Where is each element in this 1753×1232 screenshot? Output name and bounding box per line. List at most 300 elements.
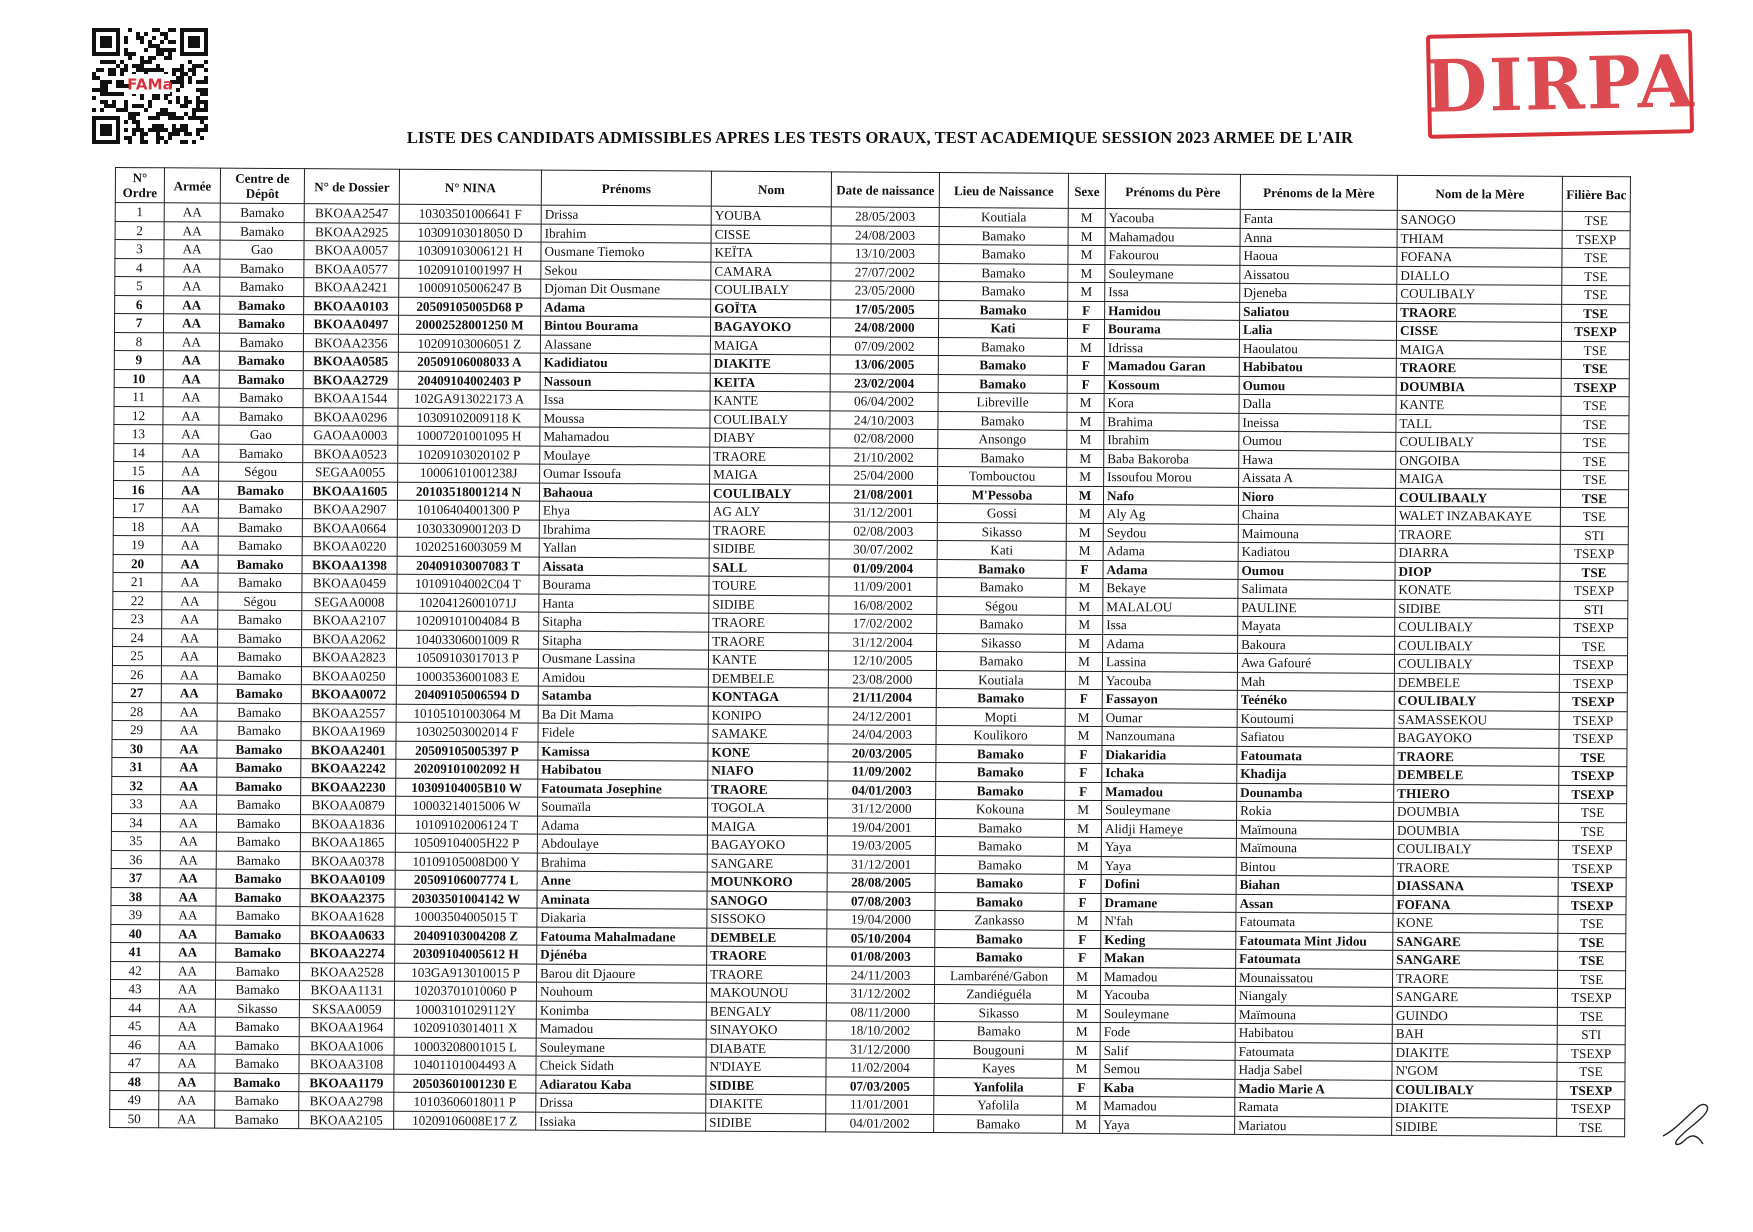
first-names-cell: Nouhoum <box>536 982 706 1002</box>
birth-place-cell: Bamako <box>936 781 1065 800</box>
file-number-cell: BKOAA0523 <box>303 444 398 463</box>
signature-mark <box>1655 1100 1715 1150</box>
deposit-center-cell: Bamako <box>218 555 302 574</box>
mother-last-name-cell: COULIBALY <box>1393 839 1558 859</box>
birth-place-cell: Bamako <box>934 1114 1063 1133</box>
order-number-cell: 26 <box>112 665 161 684</box>
nina-number-cell: 20509106008033 A <box>398 352 540 371</box>
mother-last-name-cell: TRAORE <box>1393 858 1558 878</box>
birth-date-cell: 01/08/2003 <box>827 947 935 966</box>
file-number-cell: BKOAA0109 <box>300 870 395 889</box>
father-first-names-cell: Kora <box>1104 394 1239 413</box>
birth-place-cell: Sikasso <box>934 1003 1063 1022</box>
first-names-cell: Amidou <box>538 668 708 688</box>
column-header: N° NINA <box>399 169 541 205</box>
deposit-center-cell: Bamako <box>215 1054 299 1073</box>
last-name-cell: SALL <box>709 558 829 577</box>
sex-cell: F <box>1065 689 1102 708</box>
bac-track-cell: TSE <box>1558 822 1626 841</box>
army-cell: AA <box>162 554 218 573</box>
mother-last-name-cell: SANGARE <box>1392 987 1557 1007</box>
deposit-center-cell: Sikasso <box>215 999 299 1018</box>
deposit-center-cell: Bamako <box>215 980 299 999</box>
mother-last-name-cell: GUINDO <box>1392 1006 1557 1026</box>
birth-place-cell: Bamako <box>939 282 1068 301</box>
first-names-cell: Moulaye <box>540 446 710 466</box>
birth-date-cell: 04/01/2002 <box>826 1113 934 1132</box>
birth-place-cell: Bamako <box>937 578 1066 597</box>
birth-date-cell: 23/05/2000 <box>831 281 939 300</box>
sex-cell: M <box>1064 856 1101 875</box>
bac-track-cell: TSE <box>1562 248 1630 267</box>
bac-track-cell: TSE <box>1558 914 1626 933</box>
father-first-names-cell: Mamadou <box>1101 967 1236 986</box>
sex-cell: M <box>1066 578 1103 597</box>
army-cell: AA <box>160 832 216 851</box>
deposit-center-cell: Bamako <box>216 888 300 907</box>
file-number-cell: BKOAA2062 <box>302 629 397 648</box>
file-number-cell: BKOAA2401 <box>301 740 396 759</box>
file-number-cell: BKOAA1179 <box>299 1073 394 1092</box>
bac-track-cell: TSEXP <box>1557 988 1625 1007</box>
army-cell: AA <box>160 813 216 832</box>
order-number-cell: 39 <box>111 905 160 924</box>
deposit-center-cell: Bamako <box>219 444 303 463</box>
mother-first-names-cell: Khadija <box>1237 764 1394 783</box>
file-number-cell: BKOAA2729 <box>303 370 398 389</box>
mother-first-names-cell: Rokia <box>1237 801 1394 820</box>
deposit-center-cell: Bamako <box>218 573 302 592</box>
mother-first-names-cell: Safiatou <box>1237 727 1394 746</box>
father-first-names-cell: Dofini <box>1101 875 1236 894</box>
nina-number-cell: 10309102009118 K <box>398 408 540 427</box>
army-cell: AA <box>163 351 219 370</box>
bac-track-cell: TSEXP <box>1561 378 1629 397</box>
birth-place-cell: Bamako <box>936 744 1065 763</box>
sex-cell: M <box>1065 671 1102 690</box>
birth-date-cell: 13/06/2005 <box>830 355 938 374</box>
birth-place-cell: Sikasso <box>937 633 1066 652</box>
order-number-cell: 28 <box>112 702 161 721</box>
deposit-center-cell: Bamako <box>216 814 300 833</box>
last-name-cell: KEITA <box>710 373 830 392</box>
father-first-names-cell: Mamadou Garan <box>1104 357 1239 376</box>
sex-cell: M <box>1066 486 1103 505</box>
deposit-center-cell: Bamako <box>218 518 302 537</box>
nina-number-cell: 10309103018050 D <box>399 223 541 242</box>
order-number-cell: 10 <box>114 369 163 388</box>
deposit-center-cell: Gao <box>219 425 303 444</box>
first-names-cell: Habibatou <box>538 760 708 780</box>
mother-last-name-cell: TRAORE <box>1397 303 1562 323</box>
bac-track-cell: TSEXP <box>1557 1081 1625 1100</box>
army-cell: AA <box>164 258 220 277</box>
army-cell: AA <box>162 573 218 592</box>
deposit-center-cell: Bamako <box>218 629 302 648</box>
deposit-center-cell: Bamako <box>215 1091 299 1110</box>
birth-place-cell: Bamako <box>937 559 1066 578</box>
sex-cell: M <box>1067 467 1104 486</box>
bac-track-cell: TSE <box>1561 452 1629 471</box>
bac-track-cell: TSE <box>1561 359 1629 378</box>
file-number-cell: BKOAA1544 <box>303 389 398 408</box>
father-first-names-cell: Baba Bakoroba <box>1104 449 1239 468</box>
order-number-cell: 15 <box>114 461 163 480</box>
mother-last-name-cell: COULIBALY <box>1395 636 1560 656</box>
deposit-center-cell: Bamako <box>216 869 300 888</box>
nina-number-cell: 10003101029112Y <box>394 1000 536 1019</box>
order-number-cell: 30 <box>112 739 161 758</box>
mother-first-names-cell: Oumou <box>1238 561 1395 580</box>
deposit-center-cell: Bamako <box>219 407 303 426</box>
bac-track-cell: TSEXP <box>1559 711 1627 730</box>
sex-cell: F <box>1067 356 1104 375</box>
birth-date-cell: 31/12/2000 <box>828 799 936 818</box>
mother-last-name-cell: MAIGA <box>1396 340 1561 360</box>
father-first-names-cell: Seydou <box>1103 523 1238 542</box>
bac-track-cell: TSEXP <box>1558 896 1626 915</box>
last-name-cell: BAGAYOKO <box>707 835 827 854</box>
bac-track-cell: TSE <box>1557 1007 1625 1026</box>
last-name-cell: KANTE <box>708 650 828 669</box>
column-header: Nom <box>711 171 831 207</box>
mother-first-names-cell: Fatoumata Mint Jidou <box>1236 931 1393 950</box>
birth-place-cell: Koutiala <box>939 208 1068 227</box>
sex-cell: M <box>1068 264 1105 283</box>
order-number-cell: 34 <box>111 813 160 832</box>
father-first-names-cell: Souleymane <box>1102 801 1237 820</box>
birth-date-cell: 17/05/2005 <box>831 299 939 318</box>
father-first-names-cell: Semou <box>1100 1060 1235 1079</box>
army-cell: AA <box>162 610 218 629</box>
mother-last-name-cell: N'GOM <box>1392 1061 1557 1081</box>
birth-date-cell: 28/08/2005 <box>827 873 935 892</box>
nina-number-cell: 10105101003064 M <box>396 704 538 723</box>
page-title: LISTE DES CANDIDATS ADMISSIBLES APRES LES TESTS ORAUX, TEST ACADEMIQUE SESSION 2023 ARMEE DE L'AIR <box>406 128 1354 147</box>
father-first-names-cell: Yacouba <box>1100 986 1235 1005</box>
mother-last-name-cell: THIAM <box>1397 229 1562 249</box>
last-name-cell: COULIBALY <box>711 280 831 299</box>
bac-track-cell: TSEXP <box>1559 766 1627 785</box>
first-names-cell: Adiaratou Kaba <box>536 1075 706 1095</box>
order-number-cell: 16 <box>113 480 162 499</box>
birth-date-cell: 24/04/2003 <box>828 725 936 744</box>
order-number-cell: 11 <box>114 387 163 406</box>
birth-date-cell: 02/08/2003 <box>829 521 937 540</box>
deposit-center-cell: Bamako <box>217 647 301 666</box>
last-name-cell: TRAORE <box>707 965 827 984</box>
column-header: Armée <box>164 168 220 203</box>
birth-place-cell: Ségou <box>937 596 1066 615</box>
army-cell: AA <box>161 721 217 740</box>
birth-place-cell: Zandiéguéla <box>934 985 1063 1004</box>
birth-date-cell: 02/08/2000 <box>830 429 938 448</box>
first-names-cell: Barou dit Djaoure <box>537 964 707 984</box>
mother-first-names-cell: Fatoumata <box>1235 1042 1392 1061</box>
nina-number-cell: 20409103007083 T <box>397 556 539 575</box>
nina-number-cell: 10009105006247 B <box>399 278 541 297</box>
file-number-cell: BKOAA1398 <box>302 555 397 574</box>
sex-cell: M <box>1063 1022 1100 1041</box>
birth-place-cell: Bamako <box>935 874 1064 893</box>
bac-track-cell: STI <box>1560 600 1628 619</box>
deposit-center-cell: Bamako <box>219 388 303 407</box>
army-cell: AA <box>163 332 219 351</box>
sex-cell: M <box>1066 541 1103 560</box>
file-number-cell: BKOAA2907 <box>302 500 397 519</box>
mother-first-names-cell: Aissata A <box>1239 468 1396 487</box>
deposit-center-cell: Bamako <box>217 721 301 740</box>
first-names-cell: Ibrahima <box>539 520 709 540</box>
last-name-cell: COULIBALY <box>709 484 829 503</box>
mother-last-name-cell: TRAORE <box>1394 747 1559 767</box>
order-number-cell: 50 <box>110 1109 159 1128</box>
column-header: N° Ordre <box>115 168 164 203</box>
nina-number-cell: 10509103017013 P <box>396 648 538 667</box>
mother-first-names-cell: Kadiatou <box>1238 542 1395 561</box>
father-first-names-cell: Nafo <box>1103 486 1238 505</box>
first-names-cell: Drissa <box>536 1093 706 1113</box>
first-names-cell: Yallan <box>539 538 709 558</box>
first-names-cell: Moussa <box>540 409 710 429</box>
nina-number-cell: 103GA913010015 P <box>395 963 537 982</box>
last-name-cell: SANGARE <box>707 854 827 873</box>
nina-number-cell: 20509105005397 P <box>396 741 538 760</box>
last-name-cell: AG ALY <box>709 502 829 521</box>
father-first-names-cell: Brahima <box>1104 412 1239 431</box>
mother-first-names-cell: Koutoumi <box>1237 709 1394 728</box>
army-cell: AA <box>164 221 220 240</box>
nina-number-cell: 10309103006121 H <box>399 241 541 260</box>
last-name-cell: DEMBELE <box>707 928 827 947</box>
mother-last-name-cell: COULIBALY <box>1397 284 1562 304</box>
sex-cell: M <box>1063 1041 1100 1060</box>
birth-date-cell: 01/09/2004 <box>829 558 937 577</box>
father-first-names-cell: Fassayon <box>1102 690 1237 709</box>
mother-last-name-cell: COULIBALY <box>1395 617 1560 637</box>
father-first-names-cell: Nanzoumana <box>1102 727 1237 746</box>
sex-cell: M <box>1068 282 1105 301</box>
first-names-cell: Fatouma Mahalmadane <box>537 927 707 947</box>
deposit-center-cell: Bamako <box>217 795 301 814</box>
birth-place-cell: Bamako <box>938 448 1067 467</box>
column-header: Prénoms de la Mère <box>1240 174 1397 210</box>
deposit-center-cell: Bamako <box>216 851 300 870</box>
file-number-cell: BKOAA2798 <box>299 1092 394 1111</box>
mother-first-names-cell: Hawa <box>1239 450 1396 469</box>
mother-last-name-cell: DIOP <box>1395 562 1560 582</box>
bac-track-cell: TSEXP <box>1557 1099 1625 1118</box>
mother-last-name-cell: COULIBALY <box>1394 691 1559 711</box>
sex-cell: M <box>1068 227 1105 246</box>
order-number-cell: 19 <box>113 535 162 554</box>
nina-number-cell: 10003208001015 L <box>394 1037 536 1056</box>
file-number-cell: BKOAA0459 <box>302 574 397 593</box>
last-name-cell: DIAKITE <box>710 354 830 373</box>
father-first-names-cell: Adama <box>1103 634 1238 653</box>
sex-cell: M <box>1063 1096 1100 1115</box>
deposit-center-cell: Bamako <box>219 370 303 389</box>
file-number-cell: SEGAA0008 <box>302 592 397 611</box>
nina-number-cell: 10509104005H22 P <box>395 833 537 852</box>
mother-first-names-cell: Assan <box>1236 894 1393 913</box>
bac-track-cell: TSEXP <box>1558 877 1626 896</box>
last-name-cell: BAGAYOKO <box>710 317 830 336</box>
bac-track-cell: TSE <box>1557 1118 1625 1137</box>
army-cell: AA <box>159 1017 215 1036</box>
bac-track-cell: TSEXP <box>1557 1044 1625 1063</box>
mother-last-name-cell: TRAORE <box>1396 358 1561 378</box>
mother-first-names-cell: Madio Marie A <box>1235 1079 1392 1098</box>
order-number-cell: 47 <box>110 1053 159 1072</box>
file-number-cell: BKOAA2823 <box>301 648 396 667</box>
first-names-cell: Djénéba <box>537 945 707 965</box>
sex-cell: M <box>1063 1059 1100 1078</box>
deposit-center-cell: Bamako <box>217 740 301 759</box>
nina-number-cell: 10209103014011 X <box>394 1018 536 1037</box>
bac-track-cell: TSEXP <box>1560 544 1628 563</box>
file-number-cell: BKOAA1964 <box>299 1018 394 1037</box>
mother-last-name-cell: WALET INZABAKAYE <box>1395 506 1560 526</box>
order-number-cell: 7 <box>114 314 163 333</box>
mother-last-name-cell: DOUMBIA <box>1393 821 1558 841</box>
birth-date-cell: 06/04/2002 <box>830 392 938 411</box>
mother-first-names-cell: Oumou <box>1239 431 1396 450</box>
birth-place-cell: Zankasso <box>935 911 1064 930</box>
birth-date-cell: 27/07/2002 <box>831 262 939 281</box>
deposit-center-cell: Bamako <box>217 666 301 685</box>
order-number-cell: 41 <box>111 942 160 961</box>
mother-first-names-cell: Salimata <box>1238 579 1395 598</box>
birth-date-cell: 05/10/2004 <box>827 928 935 947</box>
bac-track-cell: TSE <box>1562 211 1630 230</box>
birth-place-cell: Bamako <box>939 263 1068 282</box>
sex-cell: M <box>1065 726 1102 745</box>
file-number-cell: BKOAA3108 <box>299 1055 394 1074</box>
father-first-names-cell: Yaya <box>1100 1115 1235 1134</box>
sex-cell: M <box>1066 634 1103 653</box>
sex-cell: M <box>1065 708 1102 727</box>
army-cell: AA <box>159 1054 215 1073</box>
father-first-names-cell: Yacouba <box>1105 209 1240 228</box>
birth-date-cell: 11/02/2004 <box>826 1058 934 1077</box>
mother-first-names-cell: Dounamba <box>1237 783 1394 802</box>
sex-cell: M <box>1067 338 1104 357</box>
file-number-cell: BKOAA2356 <box>303 333 398 352</box>
first-names-cell: Aissata <box>539 557 709 577</box>
father-first-names-cell: Adama <box>1103 542 1238 561</box>
army-cell: AA <box>163 443 219 462</box>
bac-track-cell: TSEXP <box>1561 322 1629 341</box>
mother-first-names-cell: Maimouna <box>1238 524 1395 543</box>
birth-place-cell: Ansongo <box>938 430 1067 449</box>
deposit-center-cell: Bamako <box>220 277 304 296</box>
last-name-cell: SIDIBE <box>706 1076 826 1095</box>
birth-place-cell: Bougouni <box>934 1040 1063 1059</box>
bac-track-cell: TSE <box>1560 637 1628 656</box>
last-name-cell: TRAORE <box>710 447 830 466</box>
nina-number-cell: 10403306001009 R <box>397 630 539 649</box>
mother-last-name-cell: SANGARE <box>1393 932 1558 952</box>
army-cell: AA <box>162 517 218 536</box>
mother-last-name-cell: DIAKITE <box>1392 1043 1557 1063</box>
last-name-cell: DIAKITE <box>706 1094 826 1113</box>
mother-last-name-cell: DEMBELE <box>1394 765 1559 785</box>
mother-first-names-cell: Mah <box>1237 672 1394 691</box>
sex-cell: M <box>1065 652 1102 671</box>
deposit-center-cell: Gao <box>220 240 304 259</box>
birth-place-cell: Libreville <box>938 393 1067 412</box>
order-number-cell: 40 <box>111 924 160 943</box>
birth-date-cell: 04/01/2003 <box>828 780 936 799</box>
nina-number-cell: 10209103020102 P <box>398 445 540 464</box>
birth-place-cell: Bamako <box>937 615 1066 634</box>
order-number-cell: 22 <box>113 591 162 610</box>
last-name-cell: KEÏTA <box>711 243 831 262</box>
mother-last-name-cell: DIASSANA <box>1393 876 1558 896</box>
deposit-center-cell: Bamako <box>216 832 300 851</box>
last-name-cell: SIDIBE <box>709 595 829 614</box>
first-names-cell: Konimba <box>536 1001 706 1021</box>
father-first-names-cell: N'fah <box>1101 912 1236 931</box>
sex-cell: M <box>1066 615 1103 634</box>
mother-first-names-cell: Biahan <box>1236 875 1393 894</box>
bac-track-cell: TSEXP <box>1560 581 1628 600</box>
deposit-center-cell: Bamako <box>220 259 304 278</box>
sex-cell: M <box>1068 245 1105 264</box>
sex-cell: M <box>1064 911 1101 930</box>
first-names-cell: Aminata <box>537 890 707 910</box>
mother-first-names-cell: Ineissa <box>1239 413 1396 432</box>
last-name-cell: GOÏTA <box>711 299 831 318</box>
deposit-center-cell: Bamako <box>220 296 304 315</box>
army-cell: AA <box>163 314 219 333</box>
army-cell: AA <box>162 628 218 647</box>
deposit-center-cell: Bamako <box>216 906 300 925</box>
bac-track-cell: TSE <box>1562 285 1630 304</box>
mother-last-name-cell: CISSE <box>1396 321 1561 341</box>
file-number-cell: SKSAA0059 <box>299 999 394 1018</box>
order-number-cell: 9 <box>114 350 163 369</box>
father-first-names-cell: Oumar <box>1102 708 1237 727</box>
order-number-cell: 27 <box>112 683 161 702</box>
nina-number-cell: 10109105008D00 Y <box>395 852 537 871</box>
father-first-names-cell: Kossoum <box>1104 375 1239 394</box>
nina-number-cell: 10103606018011 P <box>394 1092 536 1111</box>
army-cell: AA <box>162 480 218 499</box>
candidates-table <box>109 167 1631 1137</box>
file-number-cell: BKOAA0072 <box>301 685 396 704</box>
file-number-cell: BKOAA2230 <box>301 777 396 796</box>
mother-last-name-cell: TRAORE <box>1393 969 1558 989</box>
birth-date-cell: 23/02/2004 <box>830 373 938 392</box>
birth-place-cell: Bamako <box>935 837 1064 856</box>
order-number-cell: 6 <box>115 295 164 314</box>
last-name-cell: DIABATE <box>706 1039 826 1058</box>
birth-place-cell: Bamako <box>935 929 1064 948</box>
bac-track-cell: TSEXP <box>1562 230 1630 249</box>
file-number-cell: BKOAA0296 <box>303 407 398 426</box>
mother-last-name-cell: BAGAYOKO <box>1394 728 1559 748</box>
order-number-cell: 44 <box>110 998 159 1017</box>
first-names-cell: Ba Dit Mama <box>538 705 708 725</box>
nina-number-cell: 10003504005015 T <box>395 907 537 926</box>
birth-place-cell: Kati <box>938 319 1067 338</box>
column-header: Lieu de Naissance <box>939 173 1068 209</box>
father-first-names-cell: Issoufou Morou <box>1104 468 1239 487</box>
first-names-cell: Anne <box>537 871 707 891</box>
order-number-cell: 13 <box>114 424 163 443</box>
